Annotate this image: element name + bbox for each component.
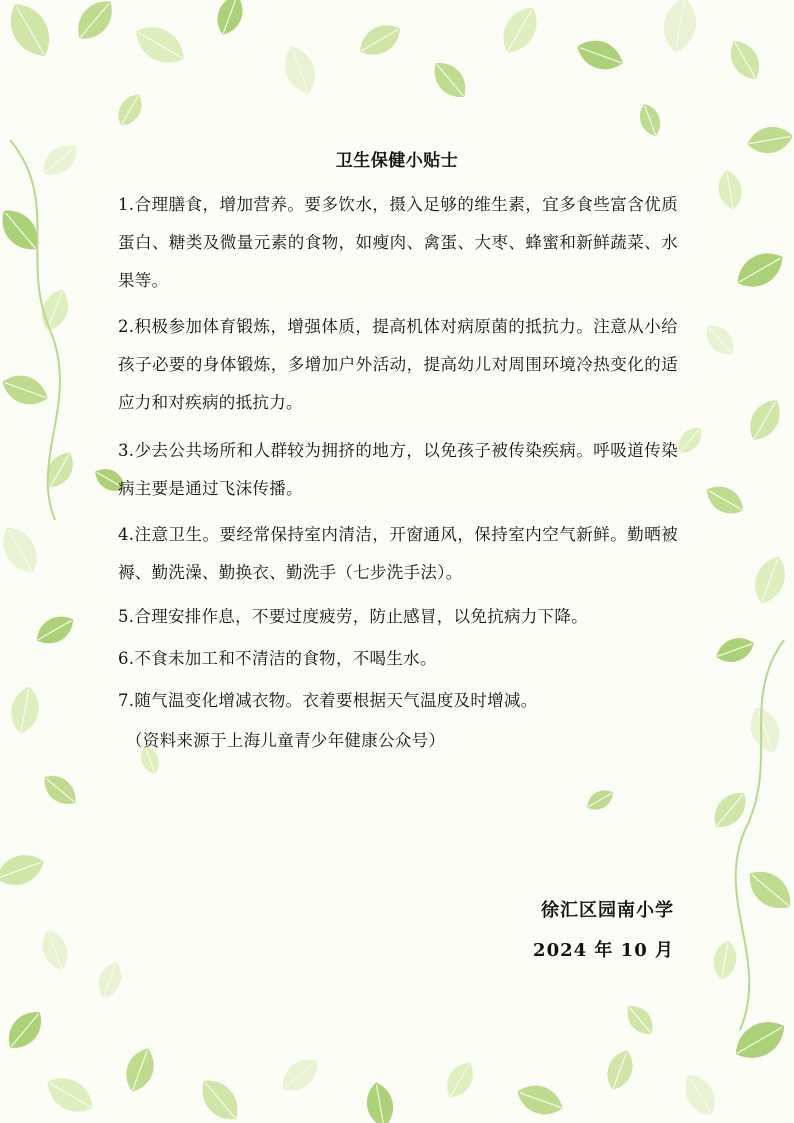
tip-7: 7.随气温变化增减衣物。衣着要根据天气温度及时增减。 <box>118 691 538 710</box>
tip-5: 5.合理安排作息，不要过度疲劳，防止感冒，以免抗病力下降。 <box>118 607 588 626</box>
tip-1: 1.合理膳食，增加营养。要多饮水，摄入足够的维生素，宜多食些富含优质蛋白、糖类及微量元素的食物，如瘦肉、禽蛋、大枣、蜂蜜和新鲜蔬菜、水果等。 <box>118 195 678 290</box>
school-name: 徐汇区园南小学 <box>541 900 674 921</box>
tip-6: 6.不食未加工和不清洁的食物，不喝生水。 <box>118 649 437 668</box>
page-title: 卫生保健小贴士 <box>335 151 459 171</box>
document-date: 2024 年 10 月 <box>533 940 674 961</box>
source-note: （资料来源于上海儿童青少年健康公众号） <box>126 731 446 750</box>
tip-4: 4.注意卫生。要经常保持室内清洁，开窗通风，保持室内空气新鲜。勤晒被褥、勤洗澡、勤换衣、勤洗手（七步洗手法）。 <box>118 525 678 582</box>
tip-2: 2.积极参加体育锻炼，增强体质，提高机体对病原菌的抵抗力。注意从小给孩子必要的身体锻炼，多增加户外活动，提高幼儿对周围环境冷热变化的适应力和对疾病的抵抗力。 <box>118 317 678 412</box>
tip-3: 3.少去公共场所和人群较为拥挤的地方，以免孩子被传染疾病。呼吸道传染病主要是通过飞沫传播。 <box>118 441 678 498</box>
